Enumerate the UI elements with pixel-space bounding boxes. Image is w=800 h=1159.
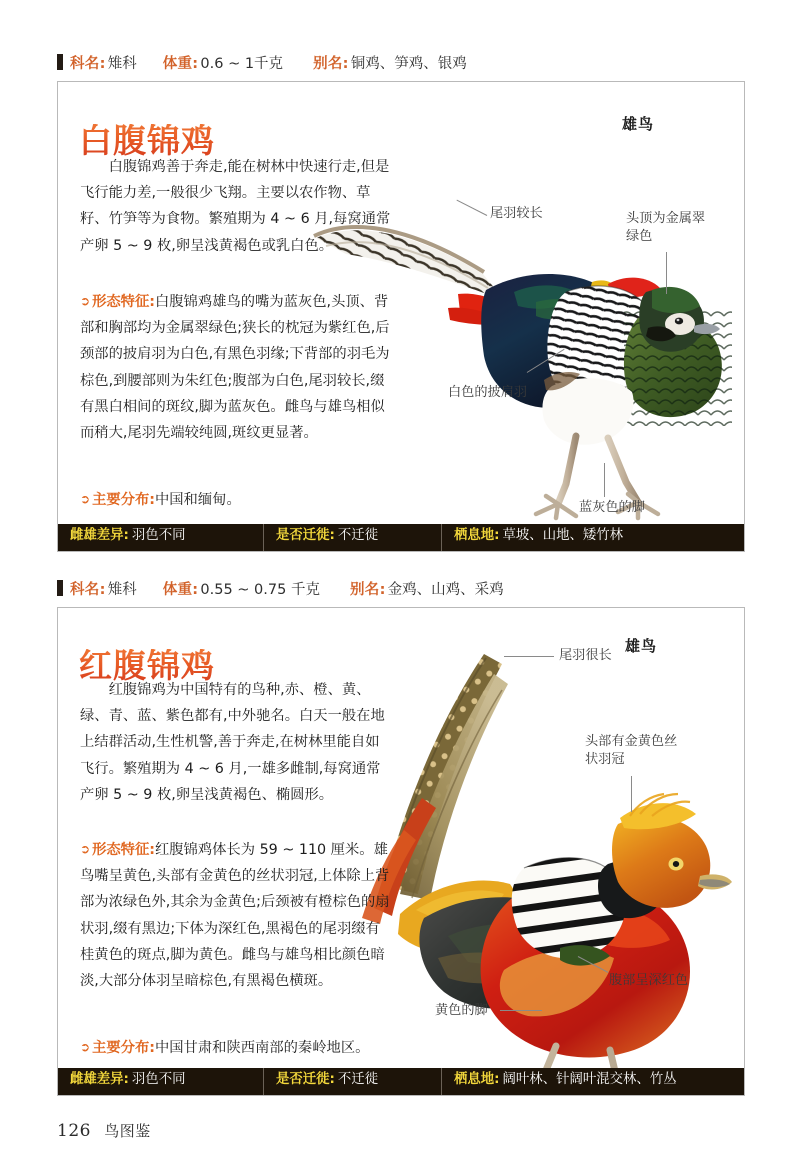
morphology-paragraph — [80, 288, 391, 446]
sex-label-male: 雄鸟 — [625, 637, 658, 655]
meta-family-value: 雉科 — [107, 55, 137, 72]
morphology-text: 白腹锦鸡雄鸟的嘴为蓝灰色,头顶、背部和胸部均为金属翠绿色;狭长的枕冠为紫红色,后颈部的披肩羽为白色,有黑色羽缘;下背部的羽毛为棕色,到腰部则为朱红色;腹部为白色,尾羽较长,缀有黑白相间的斑纹,脚为蓝灰色。雌鸟与雄鸟相似而稍大,尾羽先端较纯圆,斑纹更显著。 — [80, 294, 390, 442]
attribute-sex-difference — [58, 524, 263, 551]
callout-leader-line — [504, 656, 554, 657]
page-folio — [57, 1120, 151, 1141]
attribute-habitat — [441, 1068, 744, 1095]
attribute-migration — [263, 524, 441, 551]
meta-weight-value: 0.55 ~ 0.75 千克 — [200, 581, 320, 598]
bullet-icon: ➲ — [80, 1040, 91, 1054]
folio-title: 鸟图鉴 — [104, 1122, 151, 1140]
morphology-section — [80, 288, 391, 446]
morphology-paragraph — [80, 836, 391, 994]
attribute-key: 雌雄差异: — [70, 1072, 129, 1087]
callout-long-tail: 尾羽较长 — [490, 206, 543, 221]
meta-family-label: 科名: — [70, 55, 106, 72]
morphology-label: 形态特征: — [92, 294, 155, 310]
species-card-white-bellied-pheasant — [57, 81, 745, 552]
bullet-icon: ➲ — [80, 294, 91, 308]
morphology-text: 红腹锦鸡体长为 59 ~ 110 厘米。雄鸟嘴呈黄色,头部有金黄色的丝状羽冠,上体除上背部为浓绿色外,其余为金黄色;后颈被有橙棕色的扇状羽,缀有黑边;下体为深红色,黑褐色的尾羽缀有桂黄色的斑点,脚为黄色。雌鸟与雄鸟相比颜色暗淡,大部分体羽呈暗棕色,有黑褐色横斑。 — [80, 842, 390, 990]
meta-alias-label: 别名: — [313, 55, 349, 72]
meta-weight — [163, 52, 283, 73]
meta-tick-icon — [57, 54, 63, 70]
callout-white-cape: 白色的披肩羽 — [448, 385, 528, 400]
morphology-section — [80, 836, 391, 994]
bullet-icon: ➲ — [80, 492, 91, 506]
meta-alias-value: 金鸡、山鸡、采鸡 — [387, 581, 504, 598]
callout-leader-line — [500, 1010, 542, 1011]
meta-alias — [313, 52, 467, 73]
bullet-icon: ➲ — [80, 842, 91, 856]
callout-golden-silky-crest: 头部有金黄色丝状羽冠 — [585, 734, 678, 767]
folio-number: 126 — [57, 1121, 91, 1141]
attribute-bar — [58, 1068, 744, 1095]
meta-family-value: 雉科 — [107, 581, 137, 598]
sex-label-male: 雄鸟 — [622, 115, 655, 133]
intro-paragraph: 红腹锦鸡为中国特有的鸟种,赤、橙、黄、绿、青、蓝、紫色都有,中外驰名。白天一般在地上结群活动,生性机警,善于奔走,在树林里能自如飞行。繁殖期为 4 ~ 6 月,一雄多雌制,每窝通常产卵 5 ~ 9 枚,卵呈浅黄褐色、椭圆形。 — [80, 682, 385, 803]
meta-family — [70, 52, 137, 73]
attribute-key: 是否迁徙: — [276, 1072, 335, 1087]
attribute-value: 阔叶林、针阔叶混交林、竹丛 — [502, 1072, 677, 1087]
intro-paragraph: 白腹锦鸡善于奔走,能在树林中快速行走,但是飞行能力差,一般很少飞翔。主要以农作物、草籽、竹笋等为食物。繁殖期为 4 ~ 6 月,每窝通常产卵 5 ~ 9 枚,卵呈浅黄褐色或乳白色。 — [80, 159, 391, 254]
attribute-key: 栖息地: — [454, 1072, 500, 1087]
attribute-value: 不迁徙 — [337, 528, 379, 543]
callout-metallic-green-crown: 头顶为金属翠绿色 — [626, 211, 706, 244]
meta-alias-value: 铜鸡、笋鸡、银鸡 — [350, 55, 467, 72]
attribute-key: 栖息地: — [454, 528, 500, 543]
callout-blue-grey-feet: 蓝灰色的脚 — [579, 500, 645, 515]
species-card-golden-pheasant — [57, 607, 745, 1096]
attribute-key: 是否迁徙: — [276, 528, 335, 543]
morphology-label: 形态特征: — [92, 842, 155, 858]
distribution-label: 主要分布: — [92, 1040, 155, 1056]
meta-alias-label: 别名: — [349, 581, 386, 598]
meta-weight-label: 体重: — [162, 55, 199, 72]
meta-alias — [350, 578, 504, 599]
attribute-habitat — [441, 524, 744, 551]
meta-family — [70, 578, 137, 599]
meta-family-label: 科名: — [70, 581, 106, 598]
callout-leader-line — [631, 776, 632, 812]
entry-meta-bar — [57, 575, 747, 601]
species-description — [80, 154, 391, 259]
callout-leader-line — [666, 252, 667, 294]
callout-yellow-feet: 黄色的脚 — [435, 1003, 488, 1018]
distribution-text: 中国甘肃和陕西南部的秦岭地区。 — [154, 1040, 370, 1056]
callout-very-long-tail: 尾羽很长 — [559, 648, 612, 663]
attribute-sex-difference — [58, 1068, 263, 1095]
attribute-migration — [263, 1068, 441, 1095]
meta-weight-value: 0.6 ~ 1千克 — [200, 55, 284, 72]
attribute-key: 雌雄差异: — [70, 528, 129, 543]
distribution-text: 中国和缅甸。 — [154, 492, 241, 508]
distribution-section — [80, 486, 391, 513]
distribution-paragraph — [80, 486, 391, 513]
attribute-value: 羽色不同 — [131, 528, 186, 543]
meta-weight-label: 体重: — [162, 581, 199, 598]
attribute-value: 羽色不同 — [131, 1072, 186, 1087]
distribution-section — [80, 1034, 391, 1061]
meta-tick-icon — [57, 580, 63, 596]
attribute-value: 草坡、山地、矮竹林 — [502, 528, 624, 543]
entry-meta-bar — [57, 49, 747, 75]
species-description — [80, 677, 391, 808]
distribution-label: 主要分布: — [92, 492, 155, 508]
attribute-bar — [58, 524, 744, 551]
distribution-paragraph — [80, 1034, 391, 1061]
page-title: 白腹锦鸡 — [79, 121, 215, 161]
attribute-value: 不迁徙 — [337, 1072, 379, 1087]
callout-leader-line — [604, 463, 605, 497]
page-title: 红腹锦鸡 — [79, 646, 215, 686]
meta-weight — [163, 578, 320, 599]
callout-deep-red-belly: 腹部呈深红色 — [609, 973, 689, 988]
